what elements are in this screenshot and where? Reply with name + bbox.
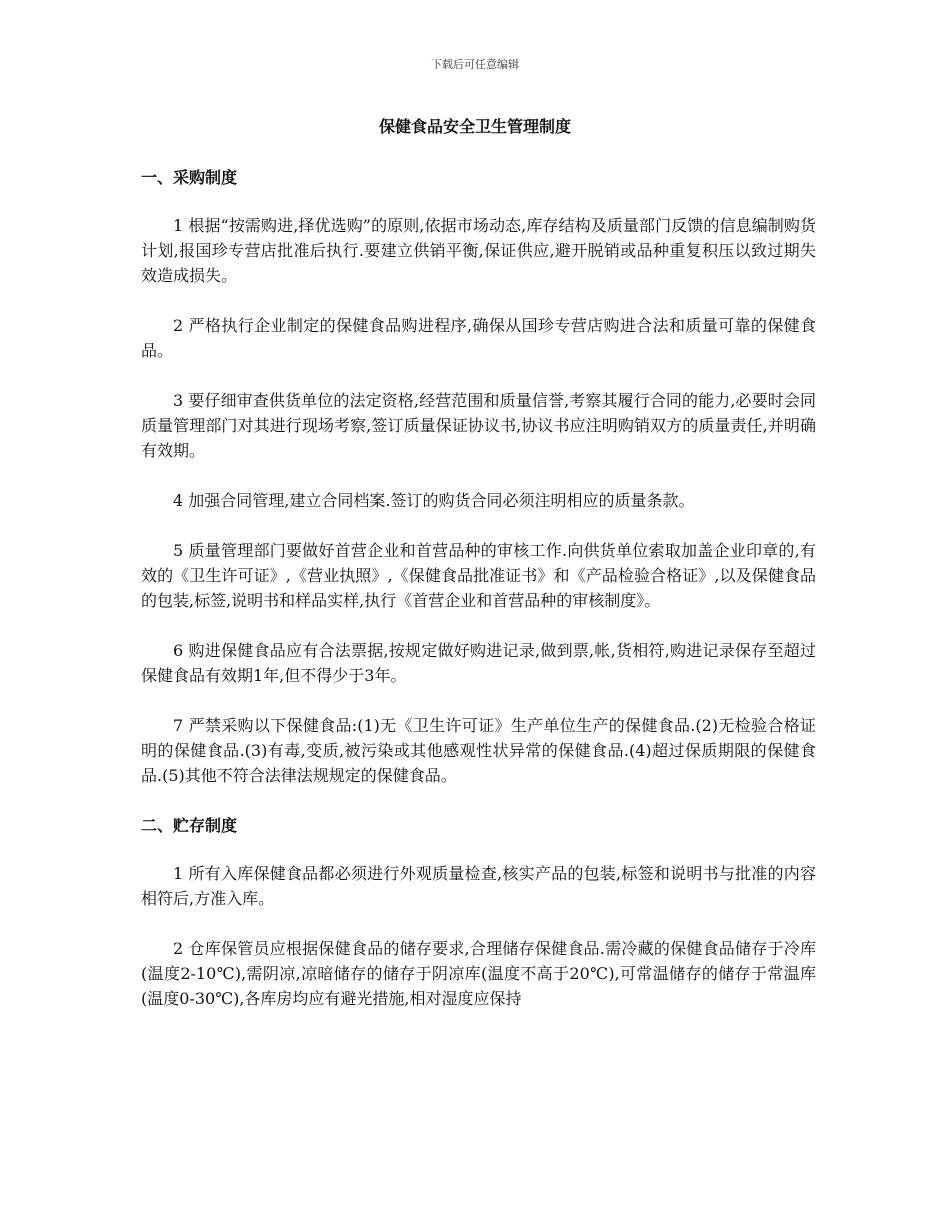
paragraph: 2 仓库保管员应根据保健食品的储存要求,合理储存保健食品.需冷藏的保健食品储存于冷库(温度2-10℃),需阴凉,凉暗储存的储存于阴凉库(温度不高于20℃),可常温储存的储存于常温库(温度0-30℃),各库房均应有避光措施,相对湿度应保持 [141,939,816,1008]
section-heading: 一、采购制度 [141,168,238,187]
header-note: 下载后可任意编辑 [431,58,519,71]
page-title: 保健食品安全卫生管理制度 [378,117,571,136]
paragraph: 1 所有入库保健食品都必须进行外观质量检查,核实产品的包装,标签和说明书与批准的内容相符后,方准入库。 [141,864,816,908]
paragraph: 6 购进保健食品应有合法票据,按规定做好购进记录,做到票,帐,货相符,购进记录保存至超过保健食品有效期1年,但不得少于3年。 [141,641,816,685]
section-storage [141,813,816,1011]
paragraph: 4 加强合同管理,建立合同档案.签订的购货合同必须注明相应的质量条款。 [173,491,695,510]
section-heading: 二、贮存制度 [141,816,238,835]
document-body [141,165,816,1011]
paragraph: 7 严禁采购以下保健食品:(1)无《卫生许可证》生产单位生产的保健食品.(2)无检验合格证明的保健食品.(3)有毒,变质,被污染或其他感观性状异常的保健食品.(4)超过保质期限的保健食品.(5)其他不符合法律法规规定的保健食品。 [141,716,816,785]
paragraph: 3 要仔细审查供货单位的法定资格,经营范围和质量信誉,考察其履行合同的能力,必要时会同质量管理部门对其进行现场考察,签订质量保证协议书,协议书应注明购销双方的质量责任,并明确有效期。 [141,391,816,460]
section-procurement [141,165,816,788]
paragraph: 2 严格执行企业制定的保健食品购进程序,确保从国珍专营店购进合法和质量可靠的保健食品。 [141,316,816,360]
paragraph: 1 根据“按需购进,择优选购”的原则,依据市场动态,库存结构及质量部门反馈的信息编制购货计划,报国珍专营店批准后执行.要建立供销平衡,保证供应,避开脱销或品种重复积压以致过期失效造成损失。 [141,216,816,285]
paragraph: 5 质量管理部门要做好首营企业和首营品种的审核工作.向供货单位索取加盖企业印章的,有效的《卫生许可证》,《营业执照》,《保健食品批准证书》和《产品检验合格证》,以及保健食品的包装,标签,说明书和样品实样,执行《首营企业和首营品种的审核制度》。 [141,541,816,610]
